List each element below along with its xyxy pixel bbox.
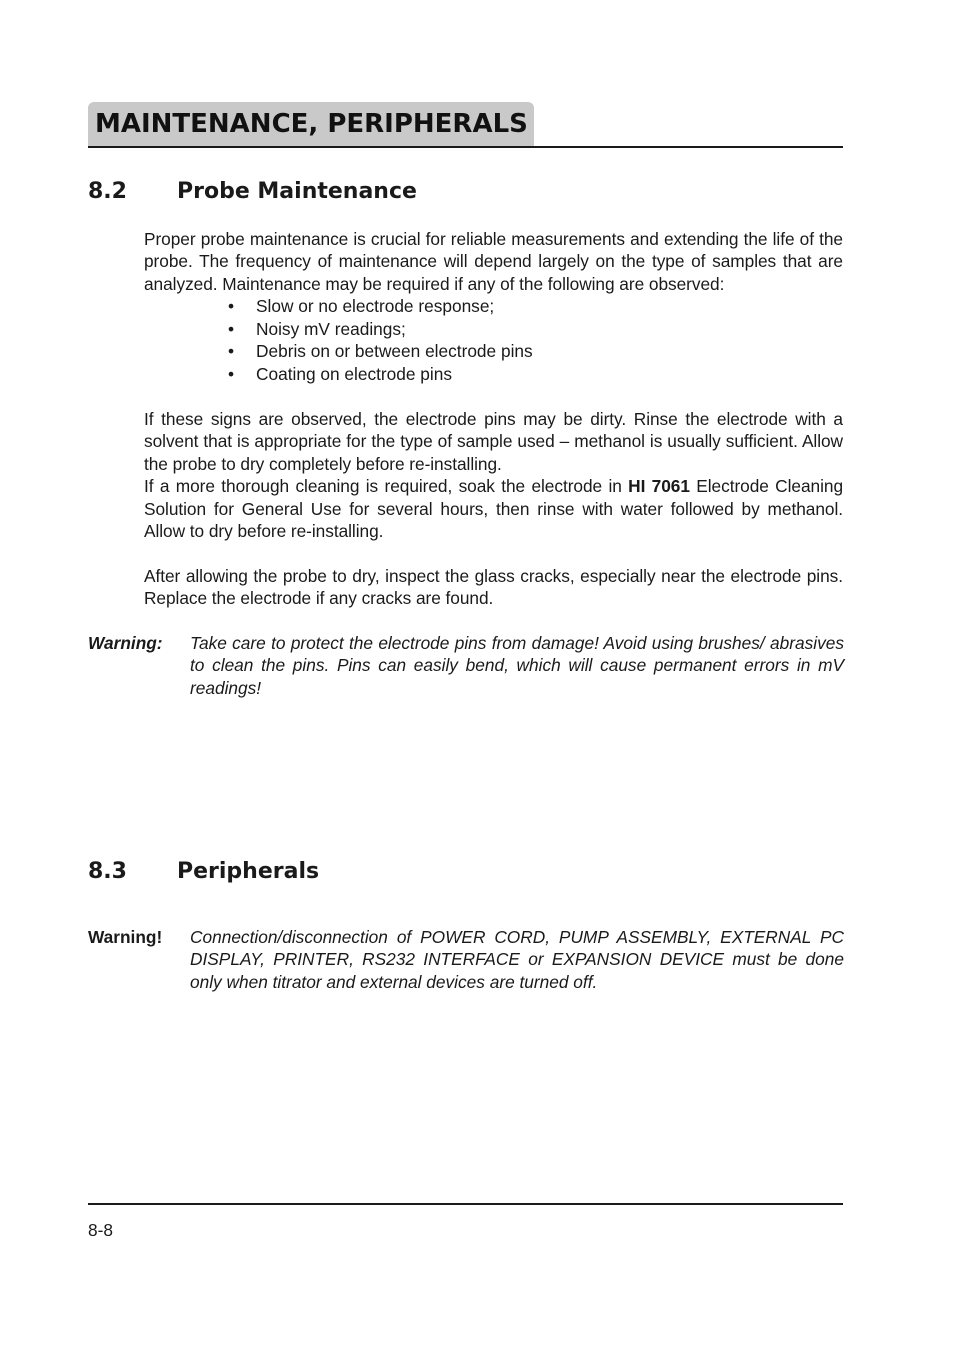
- list-item: [228, 318, 533, 341]
- section-title: Probe Maintenance: [177, 179, 417, 204]
- inspection-paragraph: [144, 565, 843, 610]
- list-item: [228, 340, 533, 363]
- header-rule: [88, 146, 843, 148]
- warning-text: Take care to protect the electrode pins from damage! Avoid using brushes/ abrasives to clean the pins. Pins can easily bend, which will cause permanent errors in mV readings!: [190, 633, 844, 698]
- bullet-icon: •: [228, 341, 235, 361]
- list-item-text: Debris on or between electrode pins: [256, 341, 533, 361]
- warning-text: Connection/disconnection of POWER CORD, PUMP ASSEMBLY, EXTERNAL PC DISPLAY, PRINTER, RS232 INTERFACE or EXPANSION DEVICE must be done only when titrator and external devices are turned off.: [190, 927, 844, 992]
- intro-text: Proper probe maintenance is crucial for reliable measurements and extending the life of the probe. The frequency of maintenance will depend largely on the type of samples that are analyzed. Maintenance may be required if any of the following are observed:: [144, 229, 843, 294]
- inspection-text: After allowing the probe to dry, inspect the glass cracks, especially near the electrode pins. Replace the electrode if any cracks are found.: [144, 566, 843, 609]
- bullet-icon: •: [228, 296, 235, 316]
- list-item: [228, 363, 533, 386]
- bullet-icon: •: [228, 318, 235, 339]
- cleaning-text-start: If a more thorough cleaning is required, soak the electrode in: [144, 476, 629, 497]
- bullet-icon: •: [228, 363, 235, 384]
- page-number: 8-8: [88, 1220, 113, 1240]
- signs-text: If these signs are observed, the electrode pins may be dirty. Rinse the electrode with a solvent that is appropriate for the type of sample used – methanol is usually sufficient. Allow the probe to dry completely before re-installing.: [144, 409, 843, 474]
- footer-rule: [88, 1203, 843, 1205]
- product-code: HI 7061: [628, 476, 690, 497]
- warning-label: Warning!: [88, 927, 163, 947]
- thorough-cleaning-text: [144, 475, 843, 542]
- cleaning-text-end: Electrode Cleaning Solution for General Use for several hours, then rinse with water followed by methanol. Allow to dry before re-installing.: [144, 476, 844, 542]
- chapter-title: MAINTENANCE, PERIPHERALS: [95, 109, 528, 139]
- list-item-text: Noisy mV readings;: [256, 318, 406, 339]
- list-item-text: Slow or no electrode response;: [256, 296, 495, 316]
- section-title: Peripherals: [177, 859, 320, 884]
- list-item-text: Coating on electrode pins: [256, 363, 452, 384]
- warning-label: Warning:: [88, 633, 163, 653]
- symptom-list: [228, 295, 533, 385]
- list-item: [228, 295, 533, 318]
- section-number: 8.3: [88, 859, 127, 884]
- intro-paragraph: [144, 228, 843, 295]
- cleaning-paragraph: [144, 408, 843, 542]
- section-number: 8.2: [88, 179, 127, 204]
